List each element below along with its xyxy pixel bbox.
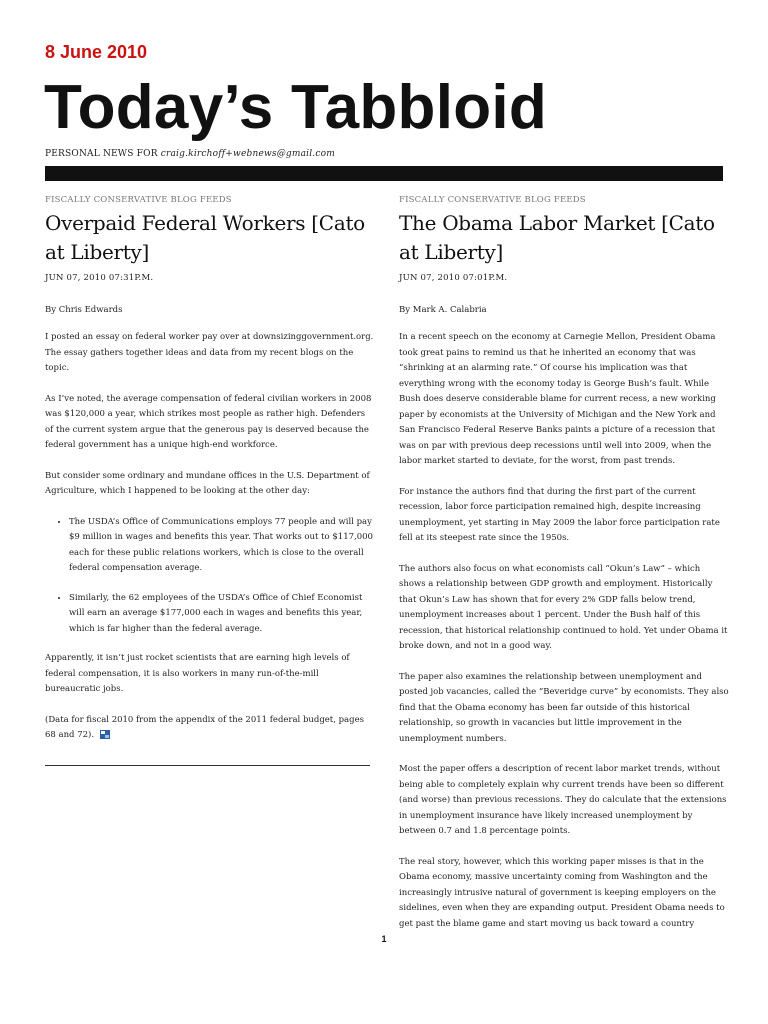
article-paragraph: The real story, however, which this working paper misses is that in the Obama economy, massive uncertainty coming from Washington and the increasingly intrusive natural of government is keeping employers on the sidelines, even when they are expanding output. President Obama needs to get past the blame game and start moving us back toward a country	[399, 856, 725, 929]
article-paragraph: The authors also focus on what economists call “Okun’s Law” – which shows a relationship between GDP growth and employment. Historically that Okun’s Law has shown that for every 2% GDP falls below trend, unemployment increases about 1 percent. Under the Bush half of this recession, that historical relationship continued to hold. Yet under Obama it broke down, and not in a good way.	[399, 563, 728, 651]
article-body	[45, 330, 375, 744]
article-paragraph: The paper also examines the relationship between unemployment and posted job vacancies, called the “Beveridge curve” by economists. They also find that the Obama economy has been far outside of this historical relationship, so growth in vacancies but little improvement in the unemployment numbers.	[399, 671, 729, 744]
article-bullet: • Similarly, the 62 employees of the USDA’s Office of Chief Economist will earn an average $177,000 each in wages and benefits this year, which is far higher than the federal average.	[69, 591, 375, 638]
article-left	[45, 195, 375, 759]
article-title[interactable]: The Obama Labor Market [Cato at Liberty]	[399, 211, 715, 264]
personal-news-line	[45, 149, 335, 159]
share-icon[interactable]	[100, 730, 110, 739]
article-bullet-list	[45, 515, 375, 638]
article-byline: By Chris Edwards	[45, 305, 123, 315]
article-bullet: • The USDA’s Office of Communications employs 77 people and will pay $9 million in wages and benefits this year. That works out to $117,000 each for these public relations workers, which is close to the overall federal compensation average.	[69, 515, 375, 577]
article-paragraph	[45, 713, 375, 744]
article-paragraph: But consider some ordinary and mundane offices in the U.S. Department of Agriculture, which I happened to be looking at the other day:	[45, 470, 370, 496]
article-byline: By Mark A. Calabria	[399, 305, 487, 315]
left-column-rule	[45, 765, 370, 766]
article-datetime: JUN 07, 2010 07:01P.M.	[399, 273, 508, 283]
article-paragraph: Apparently, it isn’t just rocket scientists that are earning high levels of federal compensation, it is also workers in many run-of-the-mill bureaucratic jobs.	[45, 653, 350, 694]
article-paragraph: As I’ve noted, the average compensation of federal civilian workers in 2008 was $120,000 a year, which strikes most people as rather high. Defenders of the current system argue that the generous pay is deserved because the federal government has a unique high-end workforce.	[45, 393, 372, 450]
personal-news-email: craig.kirchoff+webnews@gmail.com	[160, 149, 335, 159]
article-category: FISCALLY CONSERVATIVE BLOG FEEDS	[45, 195, 232, 205]
masthead-title: Today’s Tabbloid	[44, 73, 548, 142]
article-paragraph: In a recent speech on the economy at Carnegie Mellon, President Obama took great pains to remind us that he inherited an economy that was “shrinking at an alarming rate.” Of course his implication was that everything wrong with the economy today is George Bush’s fault. While Bush does deserve considerable blame for current recess, a new working paper by economists at the University of Michigan and the New York and San Francisco Federal Reserve Banks paints a picture of a recession that was on par with previous deep recessions until well into 2009, when the labor market started to deviate, for the worst, from past trends.	[399, 332, 716, 466]
article-paragraph-text: (Data for fiscal 2010 from the appendix of the 2011 federal budget, pages 68 and 72).	[45, 714, 364, 740]
article-right	[399, 195, 729, 947]
article-body	[399, 330, 729, 932]
article-title[interactable]: Overpaid Federal Workers [Cato at Liberty]	[45, 211, 365, 264]
article-datetime: JUN 07, 2010 07:31P.M.	[45, 273, 154, 283]
article-paragraph: I posted an essay on federal worker pay over at downsizinggovernment.org. The essay gathers together ideas and data from my recent blogs on the topic.	[45, 332, 374, 373]
article-category: FISCALLY CONSERVATIVE BLOG FEEDS	[399, 195, 586, 205]
page-date: 8 June 2010	[45, 42, 148, 62]
personal-news-prefix: PERSONAL NEWS FOR	[45, 149, 161, 159]
masthead-bar	[45, 166, 723, 181]
page-number: 1	[381, 934, 387, 944]
article-paragraph: For instance the authors find that during the first part of the current recession, labor force participation remained high, despite increasing unemployment, yet starting in May 2009 the labor force participation rate fell at its steepest rate since the 1950s.	[399, 486, 720, 543]
article-paragraph: Most the paper offers a description of recent labor market trends, without being able to completely explain why current trends have been so different (and worse) than previous recessions. They do calculate that the extensions in unemployment insurance have likely increased unemployment by between 0.7 and 1.8 percentage points.	[399, 764, 727, 836]
